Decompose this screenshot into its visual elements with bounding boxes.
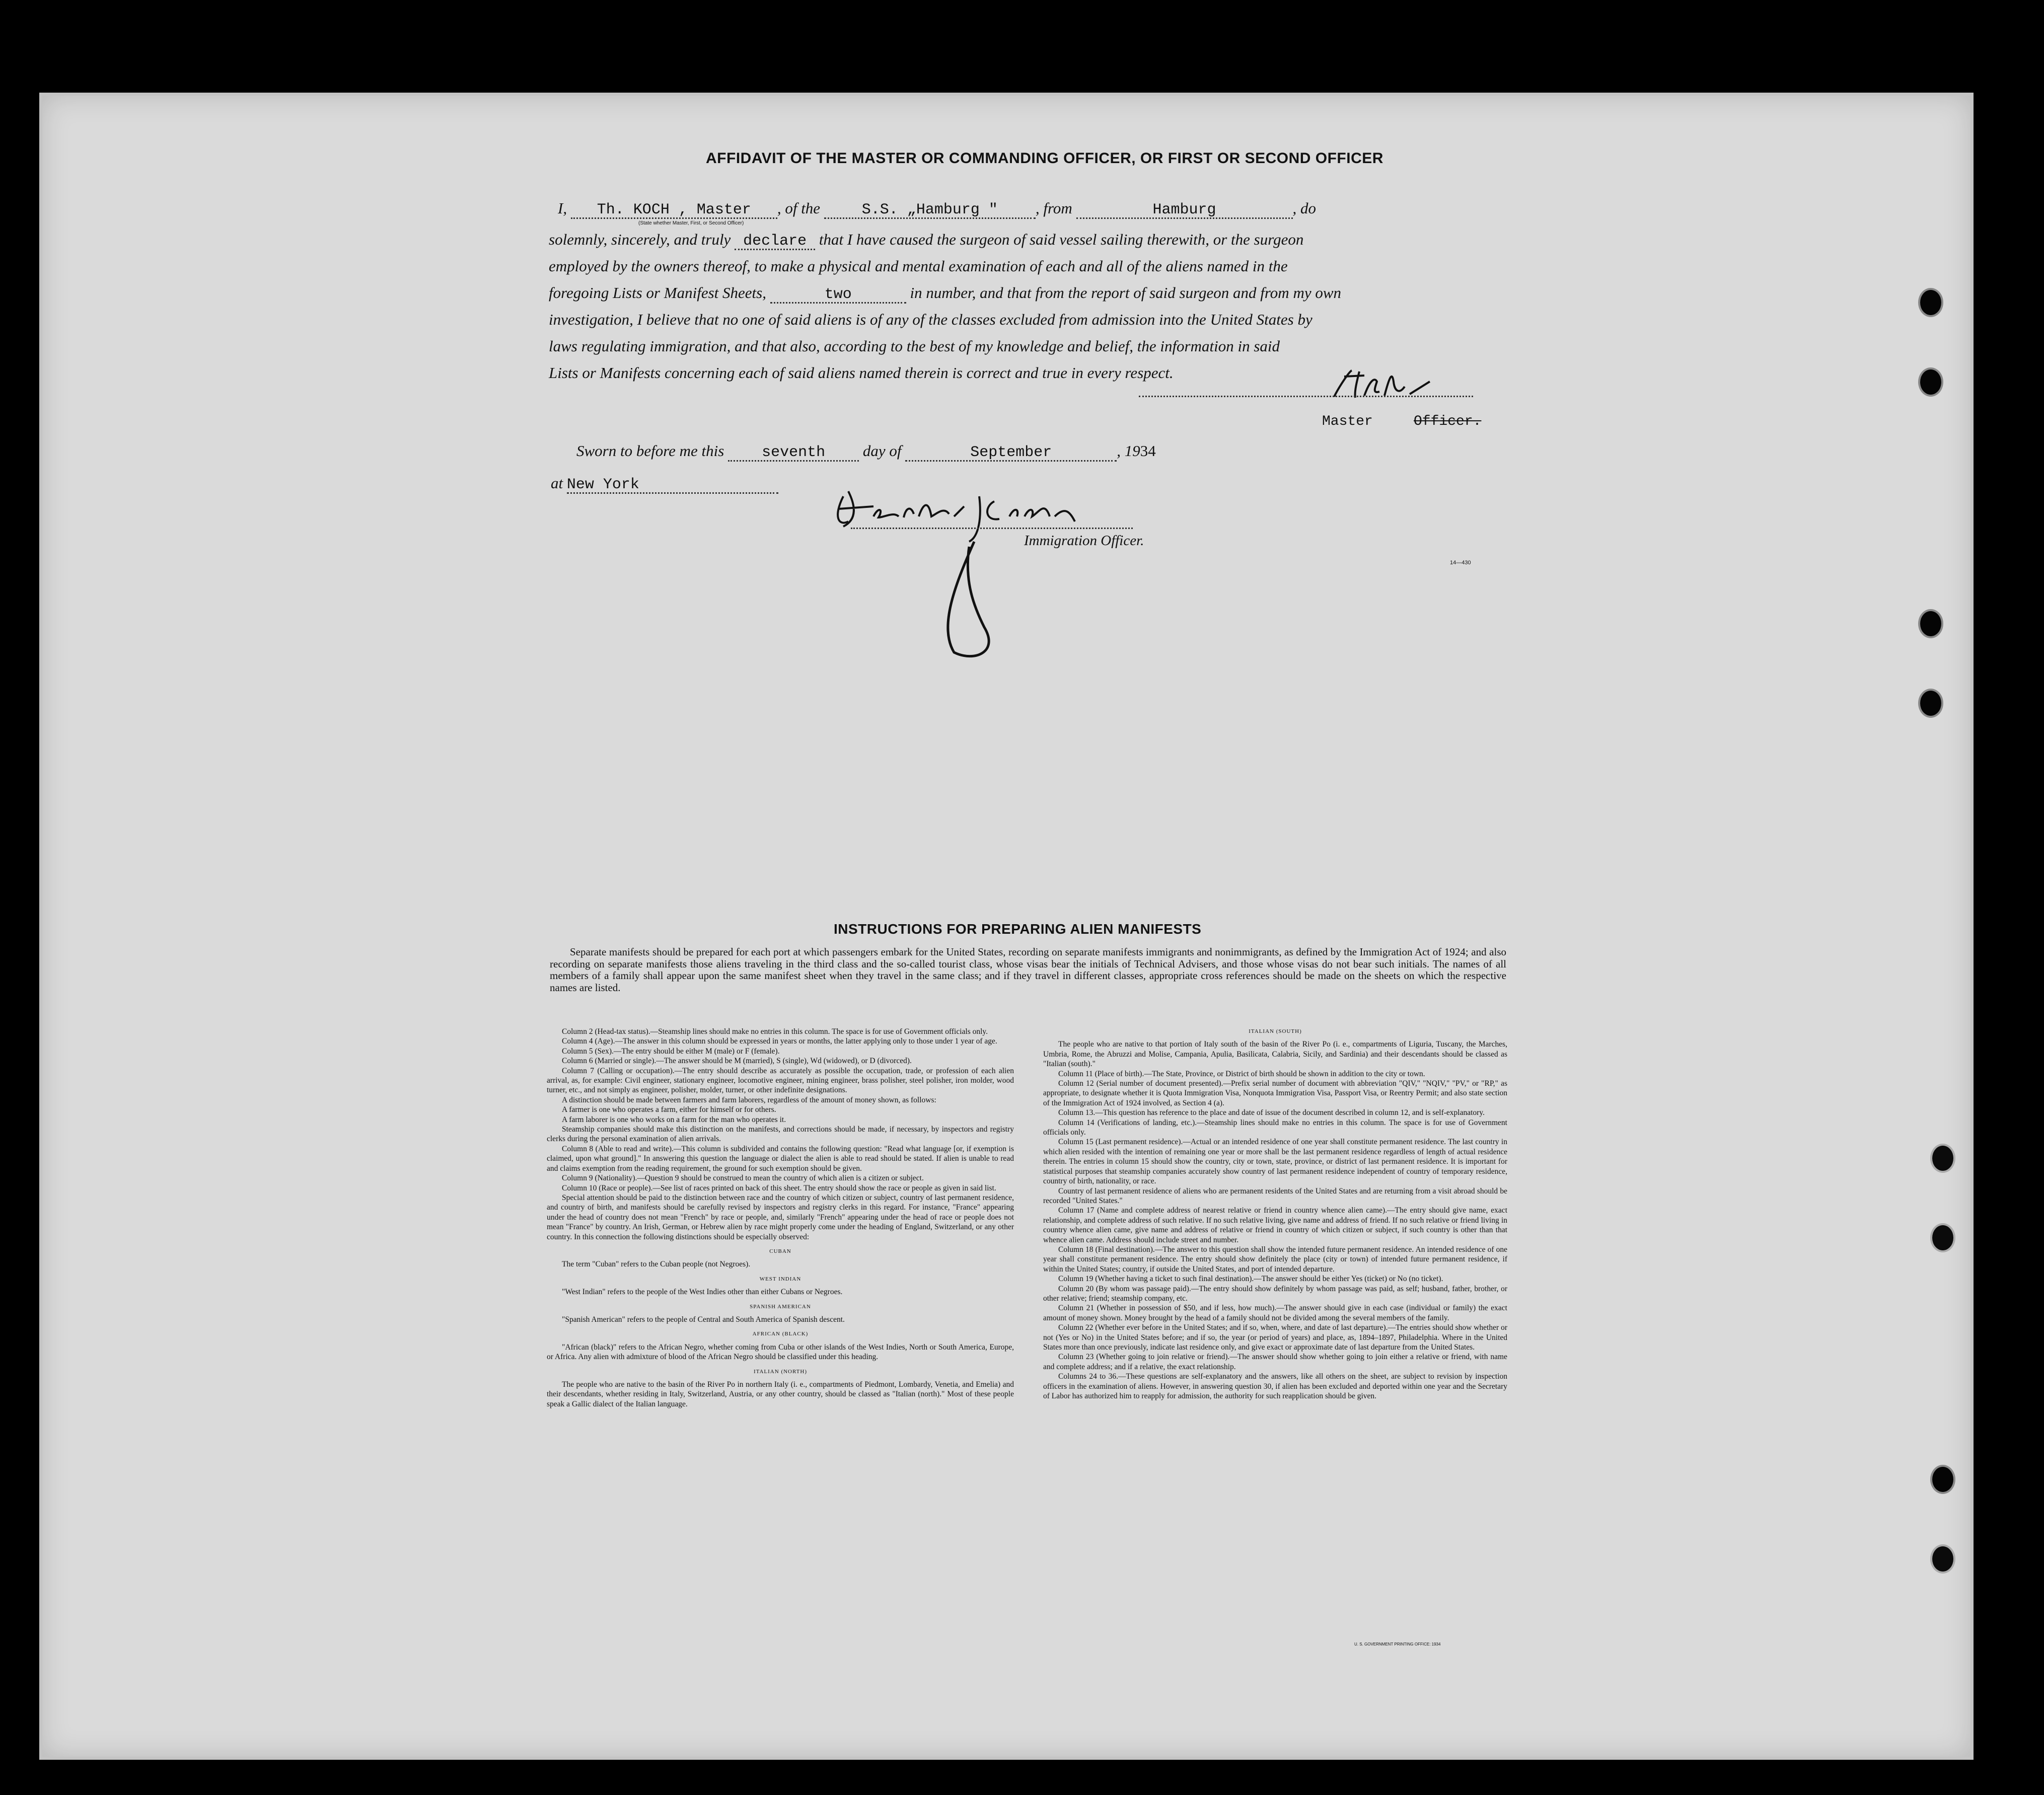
immigration-officer-signature <box>828 486 1140 667</box>
affidavit-line-2 <box>549 232 1303 250</box>
col-18-instruction: Column 18 (Final destination).—The answer to this question shall show the intended future permanent residence. An intended residence of one year shall constitute permanent residence. The entry should show definitely the place (city or town) of intended future permanent residence, if within the United States; country, if outside the United States, and port of intended departure. <box>1043 1245 1507 1274</box>
spanish-american-heading: SPANISH AMERICAN <box>750 1303 811 1310</box>
affidavit-line-5: investigation, I believe that no one of said aliens is of any of the classes excluded from admission into the United States by <box>549 311 1312 328</box>
cuban-text: The term "Cuban" refers to the Cuban people (not Negroes). <box>562 1260 751 1269</box>
punch-hole <box>1918 367 1943 397</box>
west-indian-heading: WEST INDIAN <box>759 1276 801 1282</box>
col-17-instruction: Column 17 (Name and complete address of nearest relative or friend in country whence alien came).—The entry should give name, exact relationship, and complete address of such relative. If no such relative living, give name and address of friend. If no such relative or friend living in country whence alien came, give name and address of relative or friend in country of which citizen or subject, if such country is other than that whence alien came. Address should include street and number. <box>1043 1206 1507 1244</box>
text: , 19 <box>1117 442 1140 460</box>
signature-drawing <box>1329 366 1440 400</box>
cuban-heading: CUBAN <box>769 1248 791 1254</box>
african-text: "African (black)" refers to the African Negro, whether coming from Cuba or other islands of the West Indies, North or South America, Europe, or Africa. Any alien with admixture of blood of the African Negro should be classified under this heading. <box>547 1342 1014 1362</box>
officer-rank-note: (State whether Master, First, or Second Officer) <box>638 220 744 226</box>
punch-hole <box>1930 1544 1955 1574</box>
col-10-instruction: Column 10 (Race or people).—See list of races printed on back of this sheet. The entry should show the race or people as given in said list. <box>562 1183 996 1192</box>
affidavit-line-7: Lists or Manifests concerning each of said aliens named therein is correct and true in every respect. <box>549 364 1174 382</box>
affidavit-title: AFFIDAVIT OF THE MASTER OR COMMANDING OFFICER, OR FIRST OR SECOND OFFICER <box>706 150 1383 167</box>
sworn-line <box>576 443 1156 462</box>
col-13-instruction: Column 13.—This question has reference to the place and date of issue of the document described in column 12, and is self-explanatory. <box>1058 1108 1485 1117</box>
declare-field[interactable]: declare <box>735 234 815 250</box>
sworn-year[interactable]: 34 <box>1140 442 1156 460</box>
intro-paragraph: Separate manifests should be prepared for each port at which passengers embark for the United States, recording on separate manifests immigrants and nonimmigrants, as defined by the Immigration Act of 1924; and also recording on separate manifests those aliens traveling in the third class and the so-called tourist class, whose visas bear the initials of Technical Advisers, and those whose visas do not bear such initials. The names of all members of a family shall appear upon the same manifest sheet when they travel in the same class; and if they travel in different classes, appropriate cross references should be made on the sheets on which the respective names are listed. <box>550 946 1506 994</box>
immigration-officer-label: Immigration Officer. <box>1024 533 1144 549</box>
col-23-instruction: Column 23 (Whether going to join relative or friend).—The answer should show whether going to join either a relative or friend, with name and complete address; and if a relative, the exact relationship. <box>1043 1353 1507 1371</box>
col-24-36-instruction: Columns 24 to 36.—These questions are self-explanatory and the answers, like all others on the sheet, are subject to revision by inspection officers in the examination of aliens. However, in answering question 30, if alien has been excluded and deported within one year and the Secretary of Labor has authorized him to reapply for admission, the authority for such reapplication should be given. <box>1043 1372 1507 1401</box>
form-number: 14—430 <box>1450 560 1471 566</box>
col-22-instruction: Column 22 (Whether ever before in the United States; and if so, when, where, and date of last departure).—The entries should show whether or not (Yes or No) in the United States before; and if so, the year (or period of years) and place, as, 1894–1897, Philadelphia. Where in the United States more than once previously, indicate last residence only, and give exact or approximate date of last departure from the United States. <box>1043 1323 1507 1352</box>
master-title: Master <box>1322 414 1373 429</box>
master-signature <box>1329 366 1440 400</box>
text: foregoing Lists or Manifest Sheets, <box>549 284 766 302</box>
port-field[interactable]: Hamburg <box>1076 202 1293 219</box>
text: Sworn to before me this <box>576 442 724 460</box>
instructions-left-column <box>547 1027 1014 1409</box>
punch-hole <box>1930 1223 1955 1252</box>
special-attention: Special attention should be paid to the distinction between race and the country of which citizen or subject, country of last permanent residence, and country of birth, and manifests should be carefully revised by inspectors and registry clerks in this regard. For instance, "France" appearing under the head of country does not mean "French" by race or people, and, similarly "French" appearing under the head of race or people does not mean "France" by country. An Irish, German, or Hebrew alien by race might properly come under the heading of England, Switzerland, or any other country. In this connection the following distinctions should be especially observed: <box>547 1193 1014 1241</box>
italian-south-heading: ITALIAN (SOUTH) <box>1249 1028 1302 1034</box>
ship-name-field[interactable]: S.S. „Hamburg " <box>824 202 1036 219</box>
text: I, <box>558 199 567 217</box>
text: , from <box>1035 199 1072 217</box>
text: day of <box>862 442 902 460</box>
farm-distinction: A distinction should be made between farmers and farm laborers, regardless of the amount of money shown, as follows: <box>562 1095 936 1104</box>
steamship-distinction: Steamship companies should make this distinction on the manifests, and corrections should be made, if necessary, by inspectors and registry clerks during the personal examination of alien arrivals. <box>547 1125 1014 1144</box>
col-14-instruction: Column 14 (Verifications of landing, etc.).—Steamship lines should make no entries in this column. The space is for use of Government officials only. <box>1043 1118 1507 1137</box>
punch-hole <box>1918 609 1943 638</box>
text: solemnly, sincerely, and truly <box>549 231 731 248</box>
affidavit-line-3: employed by the owners thereof, to make a physical and mental examination of each and all of the aliens named in the <box>549 257 1288 275</box>
col-15-note: Country of last permanent residence of aliens who are permanent residents of the United States and are returning from a visit abroad should be recorded "United States." <box>1043 1186 1507 1205</box>
col-12-instruction: Column 12 (Serial number of document presented).—Prefix serial number of document with abbreviation "QIV," "NQIV," "PV," or "RP," as appropriate, to designate whether it is Quota Immigration Visa, Nonquota Immigration Visa, Passport Visa, or Reentry Permit; and also state section of the Immigration Act of 1924 involved, as Section 4 (a). <box>1043 1079 1507 1107</box>
col-4-instruction: Column 4 (Age).—The answer in this column should be expressed in years or months, the latter applying only to those under 1 year of age. <box>562 1037 997 1046</box>
affidavit-line-1 <box>558 200 1316 219</box>
text: in number, and that from the report of said surgeon and from my own <box>910 284 1342 302</box>
col-6-instruction: Column 6 (Married or single).—The answer should be M (married), S (single), Wd (widowed), or D (divorced). <box>562 1057 912 1066</box>
farmer-def: A farmer is one who operates a farm, either for himself or for others. <box>562 1105 776 1114</box>
col-9-instruction: Column 9 (Nationality).—Question 9 should be construed to mean the country of which alien is a citizen or subject. <box>562 1174 924 1183</box>
instructions-intro <box>550 946 1506 994</box>
officer-signature-drawing <box>828 486 1140 667</box>
italian-north-text: The people who are native to the basin of the River Po in northern Italy (i. e., compartments of Piedmont, Lombardy, Venetia, and Emelia) and their descendants, whether residing in Italy, Switzerland, Austria, or any other country, should be classed as "Italian (north)." Most of these people speak a Gallic dialect of the Italian language. <box>547 1380 1014 1408</box>
col-15-instruction: Column 15 (Last permanent residence).—Actual or an intended residence of one year shall constitute permanent residence. The last country in which alien resided with the intention of remaining one year or more shall be the last permanent residence regardless of length of actual residence therein. The entries in column 15 should show the country, city or town, state, province, or district of last permanent residence. It is important for statistical purposes that steamship companies accurately show country of last permanent residence independent of country of temporary residence, country of birth, nationality, or race. <box>1043 1138 1507 1186</box>
italian-south-text: The people who are native to that portion of Italy south of the basin of the River Po (i. e., compartments of Liguria, Tuscany, the Marches, Umbria, Rome, the Abruzzi and Molise, Campania, Apulia, Basilicata, Calabria, Sicily, and Sardinia) and their descendants should be classed as "Italian (south)." <box>1043 1040 1507 1069</box>
punch-hole <box>1918 288 1943 317</box>
officer-signature-line <box>851 528 1133 529</box>
sheet-count-field[interactable]: two <box>770 287 906 304</box>
officer-name-field[interactable]: Th. KOCH , Master <box>571 202 777 219</box>
place-line <box>551 475 778 494</box>
punch-hole <box>1930 1144 1955 1173</box>
col-20-instruction: Column 20 (By whom was passage paid).—The entry should show definitely by whom passage was paid, as self; husband, father, brother, or other relative; friend; steamship company, etc. <box>1043 1284 1507 1303</box>
col-2-instruction: Column 2 (Head-tax status).—Steamship lines should make no entries in this column. The space is for use of Government officials only. <box>562 1027 988 1036</box>
col-5-instruction: Column 5 (Sex).—The entry should be either M (male) or F (female). <box>562 1046 780 1056</box>
instructions-right-column <box>1043 1027 1507 1401</box>
punch-hole <box>1930 1465 1955 1494</box>
col-8-instruction: Column 8 (Able to read and write).—This column is subdivided and contains the following question: "Read what language [or, if exemption is claimed, upon what ground]." In answering this question the language or dialect the alien is able to read should be stated. If alien is unable to read and claims exemption from the reading requirement, the ground for such exemption should be given. <box>547 1144 1014 1173</box>
sworn-day-field[interactable]: seventh <box>728 445 859 462</box>
place-field[interactable]: New York <box>567 477 778 494</box>
officer-title-struck: Officer. <box>1414 414 1482 429</box>
african-heading: AFRICAN (BLACK) <box>752 1331 809 1337</box>
col-7-instruction: Column 7 (Calling or occupation).—The entry should describe as accurately as possible the occupation, trade, or profession of each alien arrival, as, for example: Civil engineer, stationary engineer, locomotive engineer, mining engineer, brass polisher, steel polisher, iron molder, wood turner, etc., and not simply as engineer, polisher, molder, turner, or other indefinite designations. <box>547 1066 1014 1095</box>
farm-laborer-def: A farm laborer is one who works on a farm for the man who operates it. <box>562 1115 786 1124</box>
text: at <box>551 474 563 492</box>
signature-line <box>1139 396 1473 397</box>
west-indian-text: "West Indian" refers to the people of the West Indies other than either Cubans or Negroes. <box>562 1288 843 1297</box>
instructions-title: INSTRUCTIONS FOR PREPARING ALIEN MANIFESTS <box>834 921 1202 937</box>
text: , do <box>1292 199 1316 217</box>
col-19-instruction: Column 19 (Whether having a ticket to such final destination).—The answer should be either Yes (ticket) or No (no ticket). <box>1058 1275 1443 1284</box>
col-11-instruction: Column 11 (Place of birth).—The State, Province, or District of birth should be shown in addition to the city or town. <box>1058 1069 1425 1078</box>
spanish-american-text: "Spanish American" refers to the people of Central and South America of Spanish descent. <box>562 1315 845 1324</box>
printer-imprint: U. S. GOVERNMENT PRINTING OFFICE: 1934 <box>1354 1642 1441 1647</box>
affidavit-line-6: laws regulating immigration, and that also, according to the best of my knowledge and belief, the information in said <box>549 337 1280 355</box>
col-21-instruction: Column 21 (Whether in possession of $50, and if less, how much).—The answer should give in each case (individual or family) the exact amount of money shown. Money brought by the head of a family should not be divided among the several members of the family. <box>1043 1304 1507 1322</box>
punch-hole <box>1918 689 1943 718</box>
text: , of the <box>777 199 821 217</box>
text: that I have caused the surgeon of said vessel sailing therewith, or the surgeon <box>819 231 1304 248</box>
italian-north-heading: ITALIAN (NORTH) <box>753 1368 808 1375</box>
affidavit-line-4 <box>549 285 1341 304</box>
sworn-month-field[interactable]: September <box>905 445 1117 462</box>
